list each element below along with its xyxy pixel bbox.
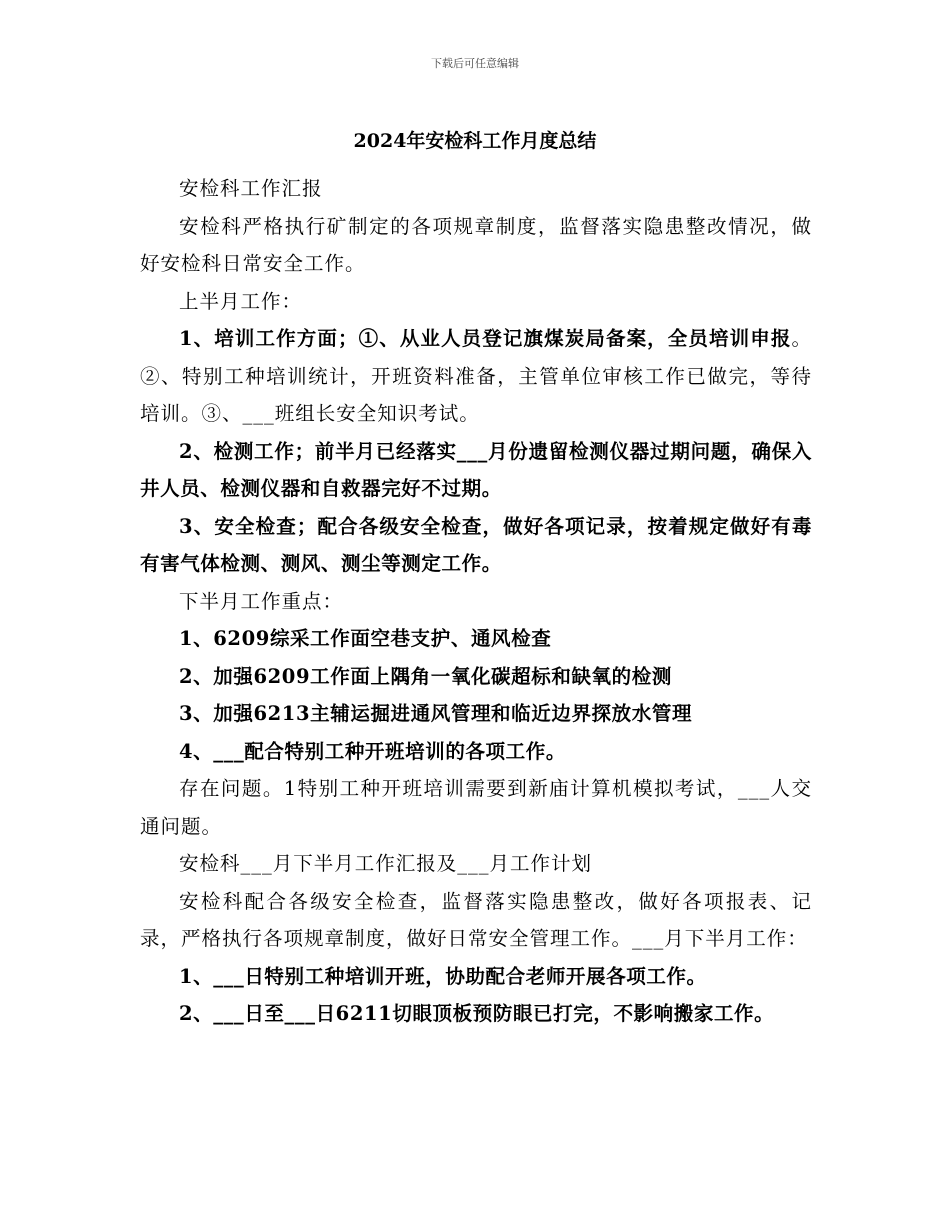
paragraph-inspection-item: 3、安全检查；配合各级安全检查，做好各项记录，按着规定做好有毒有害气体检测、测风、测尘等测定工作。 (140, 514, 812, 575)
header-note: 下载后可任意编辑 (431, 57, 519, 70)
document-body (140, 170, 812, 1033)
paragraph-report-intro: 安检科配合各级安全检查，监督落实隐患整改，做好各项报表、记录，严格执行各项规章制度，做好日常安全管理工作。___月下半月工作： (140, 889, 812, 950)
paragraph-section-heading: 安检科工作汇报 (179, 177, 323, 200)
paragraph-training-item (140, 320, 812, 433)
paragraph-second-half-heading: 下半月工作重点： (179, 589, 344, 613)
training-item-bold-text: 1、培训工作方面；①、从业人员登记旗煤炭局备案，全员培训申报 (179, 327, 792, 350)
paragraph-detection-item: 2、检测工作；前半月已经落实___月份遗留检测仪器过期问题，确保入井人员、检测仪器和自救器完好不过期。 (140, 439, 812, 500)
paragraph-report-item-2: 2、___日至___日6211切眼顶板预防眼已打完，不影响搬家工作。 (179, 1002, 775, 1025)
paragraph-focus-item-1: 1、6209综采工作面空巷支护、通风检查 (179, 627, 552, 650)
paragraph-report-item-1: 1、___日特别工种培训开班，协助配合老师开展各项工作。 (179, 964, 707, 988)
training-item-normal-text: 。②、特别工种培训统计，开班资料准备，主管单位审核工作已做完，等待培训。③、___班组长安全知识考试。 (140, 327, 812, 425)
paragraph-focus-item-4: 4、___配合特别工种开班培训的各项工作。 (179, 739, 566, 763)
paragraph-first-half-heading: 上半月工作： (179, 289, 303, 313)
document-title: 2024年安检科工作月度总结 (353, 130, 597, 152)
paragraph-focus-item-2: 2、加强6209工作面上隅角一氧化碳超标和缺氧的检测 (179, 664, 672, 688)
paragraph-focus-item-3: 3、加强6213主辅运掘进通风管理和临近边界探放水管理 (179, 702, 693, 725)
paragraph-issues: 存在问题。1特别工种开班培训需要到新庙计算机模拟考试，___人交通问题。 (140, 777, 812, 838)
paragraph-report-heading: 安检科___月下半月工作汇报及___月工作计划 (179, 852, 593, 875)
paragraph-intro: 安检科严格执行矿制定的各项规章制度，监督落实隐患整改情况，做好安检科日常安全工作。 (140, 214, 812, 275)
